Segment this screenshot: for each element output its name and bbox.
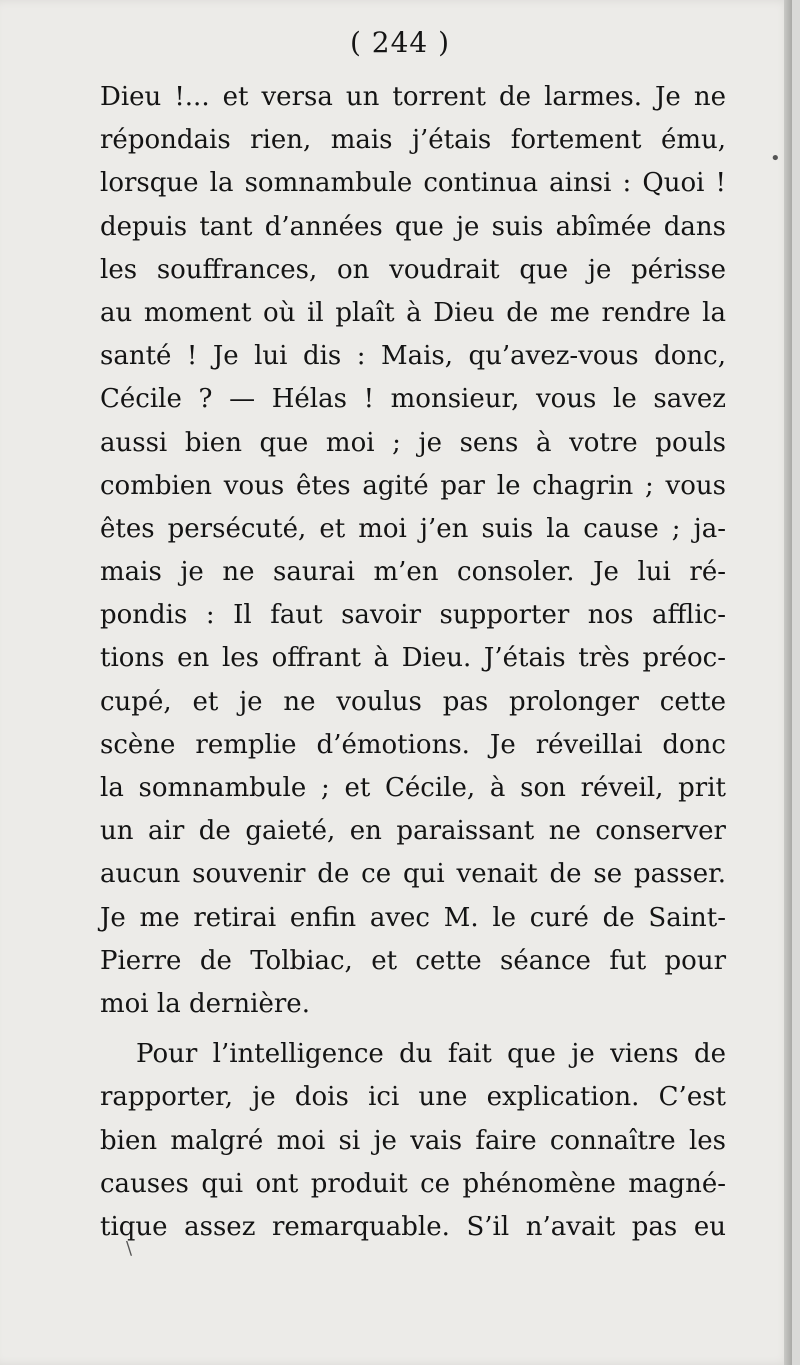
text-line: Dieu !... et versa un torrent de larmes. Je ne	[100, 82, 726, 112]
page-number: ( 244 )	[349, 26, 451, 59]
text-line: combien vous êtes agité par le chagrin ; vous	[100, 470, 726, 501]
text-line: mais je ne saurai m’en consoler. Je lui ré-	[100, 557, 726, 588]
paragraph-gap	[100, 1026, 726, 1033]
text-line: scène remplie d’émotions. Je réveillai donc	[100, 729, 726, 760]
text-line: au moment où il plaît à Dieu de me rendre la	[100, 297, 726, 328]
text-line: répondais rien, mais j’étais fortement ému,	[100, 125, 726, 156]
text-line: tions en les offrant à Dieu. J’étais très préoc-	[100, 643, 726, 674]
text-line: aucun souvenir de ce qui venait de se passer.	[100, 859, 726, 890]
ink-mark: \	[126, 1238, 133, 1259]
text-line: un air de gaieté, en paraissant ne conserver	[100, 816, 726, 847]
text-line: santé ! Je lui dis : Mais, qu’avez-vous donc,	[100, 341, 726, 372]
text-line: Pour l’intelligence du fait que je viens de	[136, 1039, 726, 1070]
text-line: Je me retirai enfin avec M. le curé de Saint-	[100, 902, 726, 933]
page-text	[100, 76, 726, 1249]
text-line: Pierre de Tolbiac, et cette séance fut pour	[100, 945, 726, 976]
text-line: causes qui ont produit ce phénomène magné-	[100, 1168, 726, 1199]
text-line: lorsque la somnambule continua ainsi : Quoi !	[100, 168, 726, 199]
page-edge-shadow	[784, 0, 792, 1365]
text-line: Cécile ? — Hélas ! monsieur, vous le savez	[100, 384, 726, 415]
text-line: bien malgré moi si je vais faire connaître les	[100, 1125, 726, 1156]
ink-speck: •	[770, 148, 781, 169]
text-line: rapporter, je dois ici une explication. C’est	[100, 1082, 726, 1113]
text-line: les souffrances, on voudrait que je périsse	[100, 254, 726, 285]
paragraph-1	[100, 76, 726, 1026]
text-line: depuis tant d’années que je suis abîmée dans	[100, 211, 726, 242]
text-line: la somnambule ; et Cécile, à son réveil, prit	[100, 773, 726, 803]
text-line: tique assez remarquable. S’il n’avait pas eu	[100, 1211, 726, 1242]
text-line: êtes persécuté, et moi j’en suis la cause ; ja-	[100, 513, 726, 544]
paragraph-2	[100, 1033, 726, 1249]
text-line: moi la dernière.	[100, 988, 310, 1019]
text-line: pondis : Il faut savoir supporter nos afflic-	[100, 600, 726, 631]
text-line: cupé, et je ne voulus pas prolonger cette	[100, 686, 726, 717]
text-line: aussi bien que moi ; je sens à votre pouls	[100, 427, 726, 458]
